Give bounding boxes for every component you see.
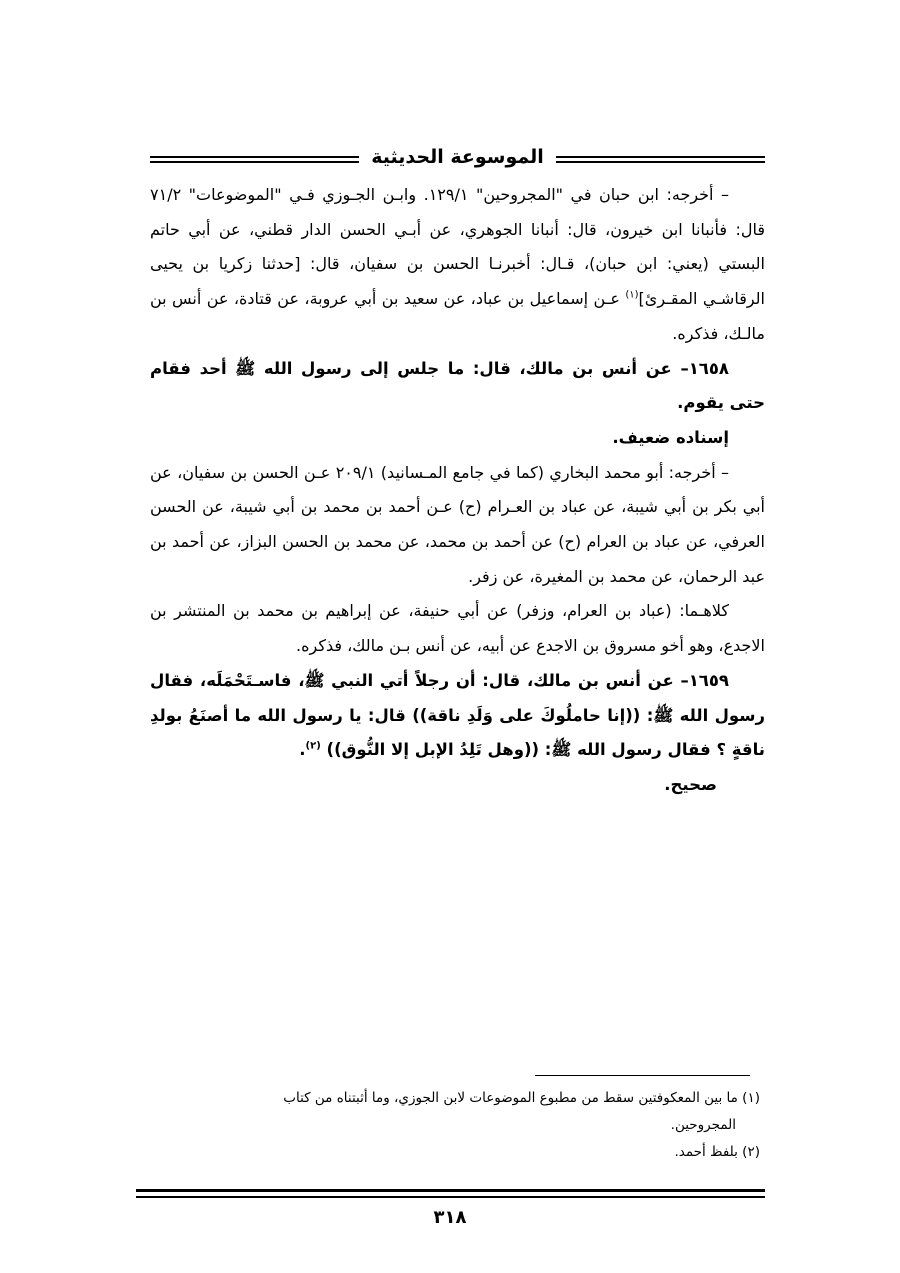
footer-rule-thin: [136, 1196, 765, 1198]
page-number: ٣١٨: [433, 1207, 467, 1228]
paragraph-takhrij-1: – أخرجه: ابن حبان في "المجروحين" ١٢٩/١. وابـن الجـوزي فـي "الموضوعات" ٧١/٢ قال: فأنبانا ابن خيرون، قال: أنبانا الجوهري، عن أبـي الحسن الدار قطني، عن أبي حاتم البستي (يعني: ابن حبان)، قـال: أخبرنـا الحسن بن سفيان، قال: [حدثنا زكريا بن يحيى الرقاشـي المقـرئ]$^{(١)}$ عـن إسماعيل بن عباد، عن سعيد بن أبي عروبة، عن قتادة، عن أنس بن مالـك، فذكره.: [150, 185, 765, 343]
hadith-1659: ١٦٥٩– عن أنس بن مالك، قال: أن رجلاً أتي النبي ﷺ، فاسـتَحْمَلَه، فقال رسول الله ﷺ: ((إنا حاملُوكَ على وَلَدِ ناقة)) قال: يا رسول الله ما أصنَعُ بولدِ ناقةٍ ؟ فقال رسول الله ﷺ: ((وهل تَلِدُ الإبل إلا النُّوق)) $^{(٢)}$.: [150, 670, 765, 760]
footer-rule-thick: [136, 1189, 765, 1192]
footnote-1: (١) ما بين المعكوفتين سقط من مطبوع الموضوعات لابن الجوزي، وما أثبتناه من كتاب: [283, 1090, 760, 1106]
paragraph-takhrij-3: كلاهـما: (عباد بن العرام، وزفر) عن أبي حنيفة، عن إبراهيم بن محمد بن المنتشر بن الاجدع، وهو أخو مسروق بن الاجدع عن أبيه، عن أنس بـن مالك، فذكره.: [150, 601, 765, 656]
paragraph-takhrij-2: – أخرجه: أبو محمد البخاري (كما في جامع المـسانيد) ٢٠٩/١ عـن الحسن بن سفيان، عن أبي بكر بن أبي شيبة، عن عباد بن العـرام (ح) عـن أحمد بن محمد بن أبي شيبة، عن الحسن العرفي، عن عباد بن العرام (ح) عن أحمد بن محمد، عن محمد بن الحسن البزاز، عن أحمد بن عبد الرحمان، عن محمد بن المغيرة، عن زفر.: [150, 462, 765, 586]
footnotes: [150, 1085, 760, 1166]
main-text: [150, 178, 765, 803]
grade-1658: إسناده ضعيف.: [612, 427, 729, 447]
footnote-ref-2[interactable]: (٢): [305, 740, 321, 752]
footnote-1-continued: المجروحين.: [670, 1117, 736, 1133]
footnote-separator: [535, 1075, 750, 1076]
footnote-ref-1[interactable]: (١): [625, 289, 639, 301]
page-content: [150, 140, 765, 803]
hadith-1658: ١٦٥٨– عن أنس بن مالك، قال: ما جلس إلى رسول الله ﷺ أحد فقام حتى يقوم.: [150, 358, 765, 413]
running-header: [150, 140, 765, 178]
footnote-2: (٢) بلفظ أحمد.: [674, 1144, 760, 1160]
header-title: الموسوعة الحديثية: [359, 146, 556, 168]
grade-1659: صحيح.: [664, 774, 717, 794]
